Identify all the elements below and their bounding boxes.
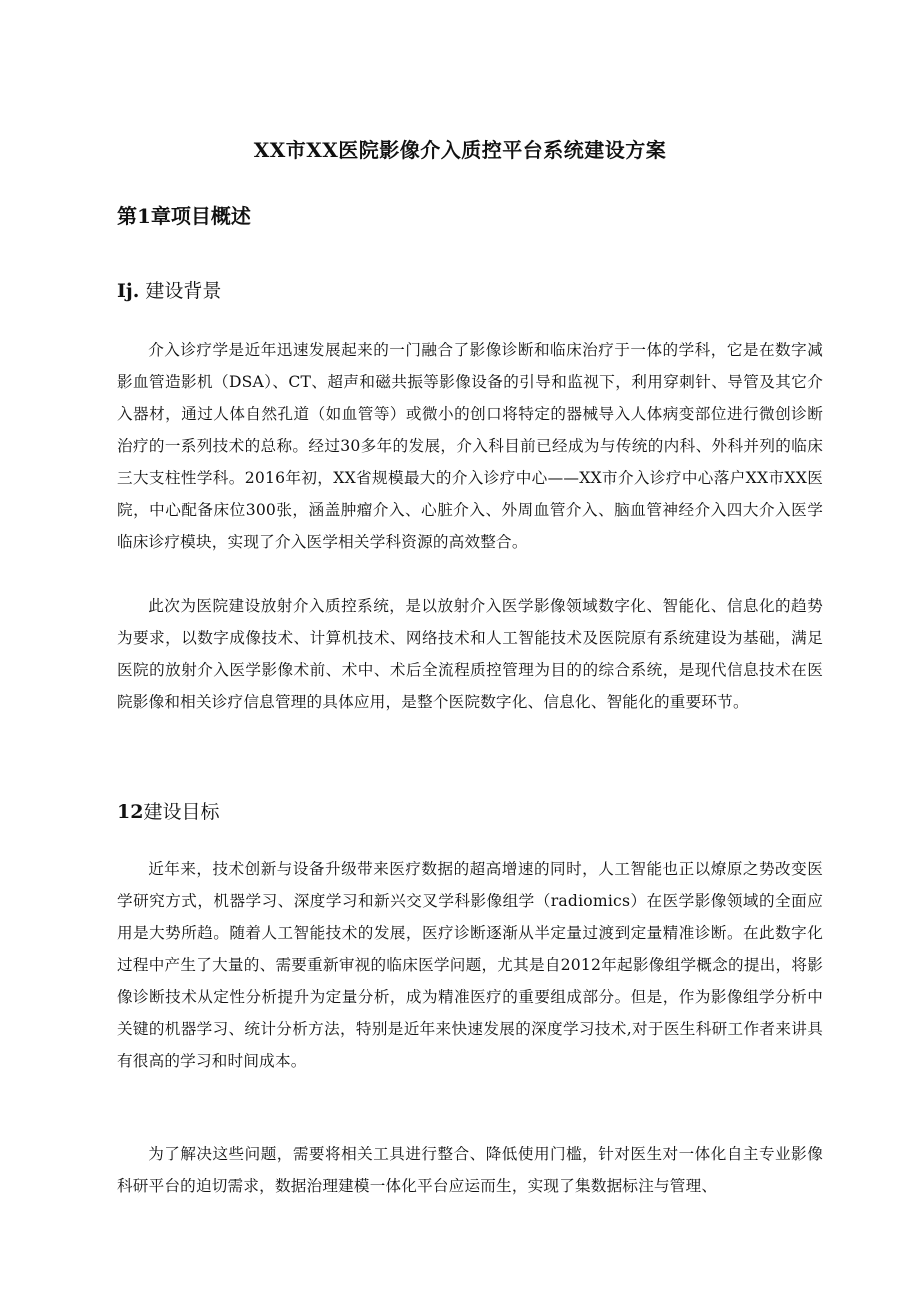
section-title: 建设目标 [143, 801, 220, 823]
section-heading-goals [117, 797, 219, 824]
paragraph: 为了解决这些问题，需要将相关工具进行整合、降低使用门槛，针对医生对一体化自主专业影像科研平台的迫切需求，数据治理建模一体化平台应运而生，实现了集数据标注与管理、 [117, 1145, 823, 1195]
section-number: 12 [117, 801, 144, 823]
paragraph: 介入诊疗学是近年迅速发展起来的一门融合了影像诊断和临床治疗于一体的学科，它是在数字减影血管造影机（DSA）、CT、超声和磁共振等影像设备的引导和监视下，利用穿刺针、导管及其它介入器材，通过人体自然孔道（如血管等）或微小的创口将特定的器械导入人体病变部位进行微创诊断治疗的一系列技术的总称。经过30多年的发展，介入科目前已经成为与传统的内科、外科并列的临床三大支柱性学科。2016年初，XX省规模最大的介入诊疗中心——XX市介入诊疗中心落户XX市XX医院，中心配备床位300张，涵盖肿瘤介入、心脏介入、外周血管介入、脑血管神经介入四大介入医学临床诊疗模块，实现了介入医学相关学科资源的高效整合。 [117, 341, 823, 551]
paragraph: 近年来，技术创新与设备升级带来医疗数据的超高增速的同时，人工智能也正以燎原之势改变医学研究方式，机器学习、深度学习和新兴交叉学科影像组学（radiomics）在医学影像领域的全面应用是大势所趋。随着人工智能技术的发展，医疗诊断逐渐从半定量过渡到定量精准诊断。在此数字化过程中产生了大量的、需要重新审视的临床医学问题，尤其是自2012年起影像组学概念的提出，将影像诊断技术从定性分析提升为定量分析，成为精准医疗的重要组成部分。但是，作为影像组学分析中关键的机器学习、统计分析方法，特别是近年来快速发展的深度学习技术,对于医生科研工作者来讲具有很高的学习和时间成本。 [117, 860, 823, 1070]
section-title: 建设背景 [145, 280, 222, 302]
chapter-heading: 第1章项目概述 [117, 204, 251, 228]
section-number: Ij. [117, 280, 140, 302]
document-title: XX市XX医院影像介入质控平台系统建设方案 [253, 138, 667, 162]
paragraph: 此次为医院建设放射介入质控系统，是以放射介入医学影像领域数字化、智能化、信息化的趋势为要求，以数字成像技术、计算机技术、网络技术和人工智能技术及医院原有系统建设为基础，满足医院的放射介入医学影像术前、术中、术后全流程质控管理为目的的综合系统，是现代信息技术在医院影像和相关诊疗信息管理的具体应用，是整个医院数字化、信息化、智能化的重要环节。 [117, 597, 823, 711]
section-heading-background [117, 276, 221, 303]
